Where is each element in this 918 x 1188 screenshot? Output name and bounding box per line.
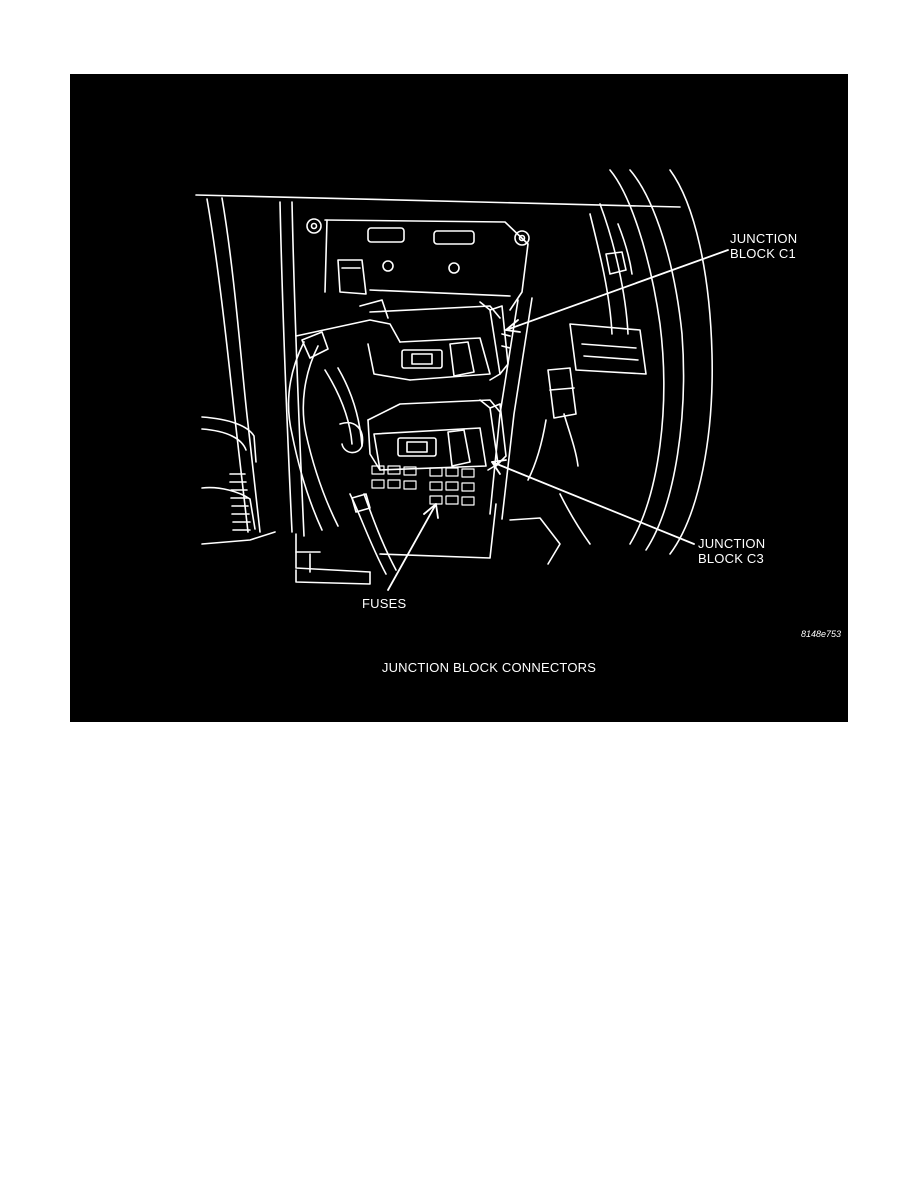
- callout-junction-block-c3: [698, 536, 765, 566]
- junction-block-illustration: [70, 74, 848, 722]
- junction-block-body: [296, 298, 532, 572]
- leader-c3: [492, 462, 694, 544]
- junction-block-plate: [307, 219, 529, 310]
- leader-fuses: [388, 504, 436, 590]
- callout-fuses: [362, 596, 406, 611]
- callout-junction-block-c3-line2: BLOCK C3: [698, 551, 764, 566]
- upper-trim-edge: [196, 195, 680, 207]
- callout-junction-block-c1-line2: BLOCK C1: [730, 246, 796, 261]
- left-trim-panel: [202, 198, 304, 544]
- callout-junction-block-c3-line1: JUNCTION: [698, 536, 766, 551]
- figure-caption: JUNCTION BLOCK CONNECTORS: [381, 660, 597, 675]
- callout-junction-block-c1: [730, 231, 797, 261]
- figure-id: 8148e753: [801, 629, 842, 639]
- callout-junction-block-c1-line1: JUNCTION: [730, 231, 798, 246]
- connector-c3: [368, 400, 506, 470]
- callout-fuses-line1: FUSES: [362, 596, 407, 611]
- fuse-rows: [372, 466, 474, 505]
- coiled-cable-left: [230, 474, 250, 530]
- wiring-harness: [288, 332, 396, 584]
- connector-c1: [296, 300, 510, 380]
- arrowhead-fuses: [424, 504, 438, 518]
- right-side-harness: [510, 170, 712, 564]
- diagram-figure: [70, 74, 848, 722]
